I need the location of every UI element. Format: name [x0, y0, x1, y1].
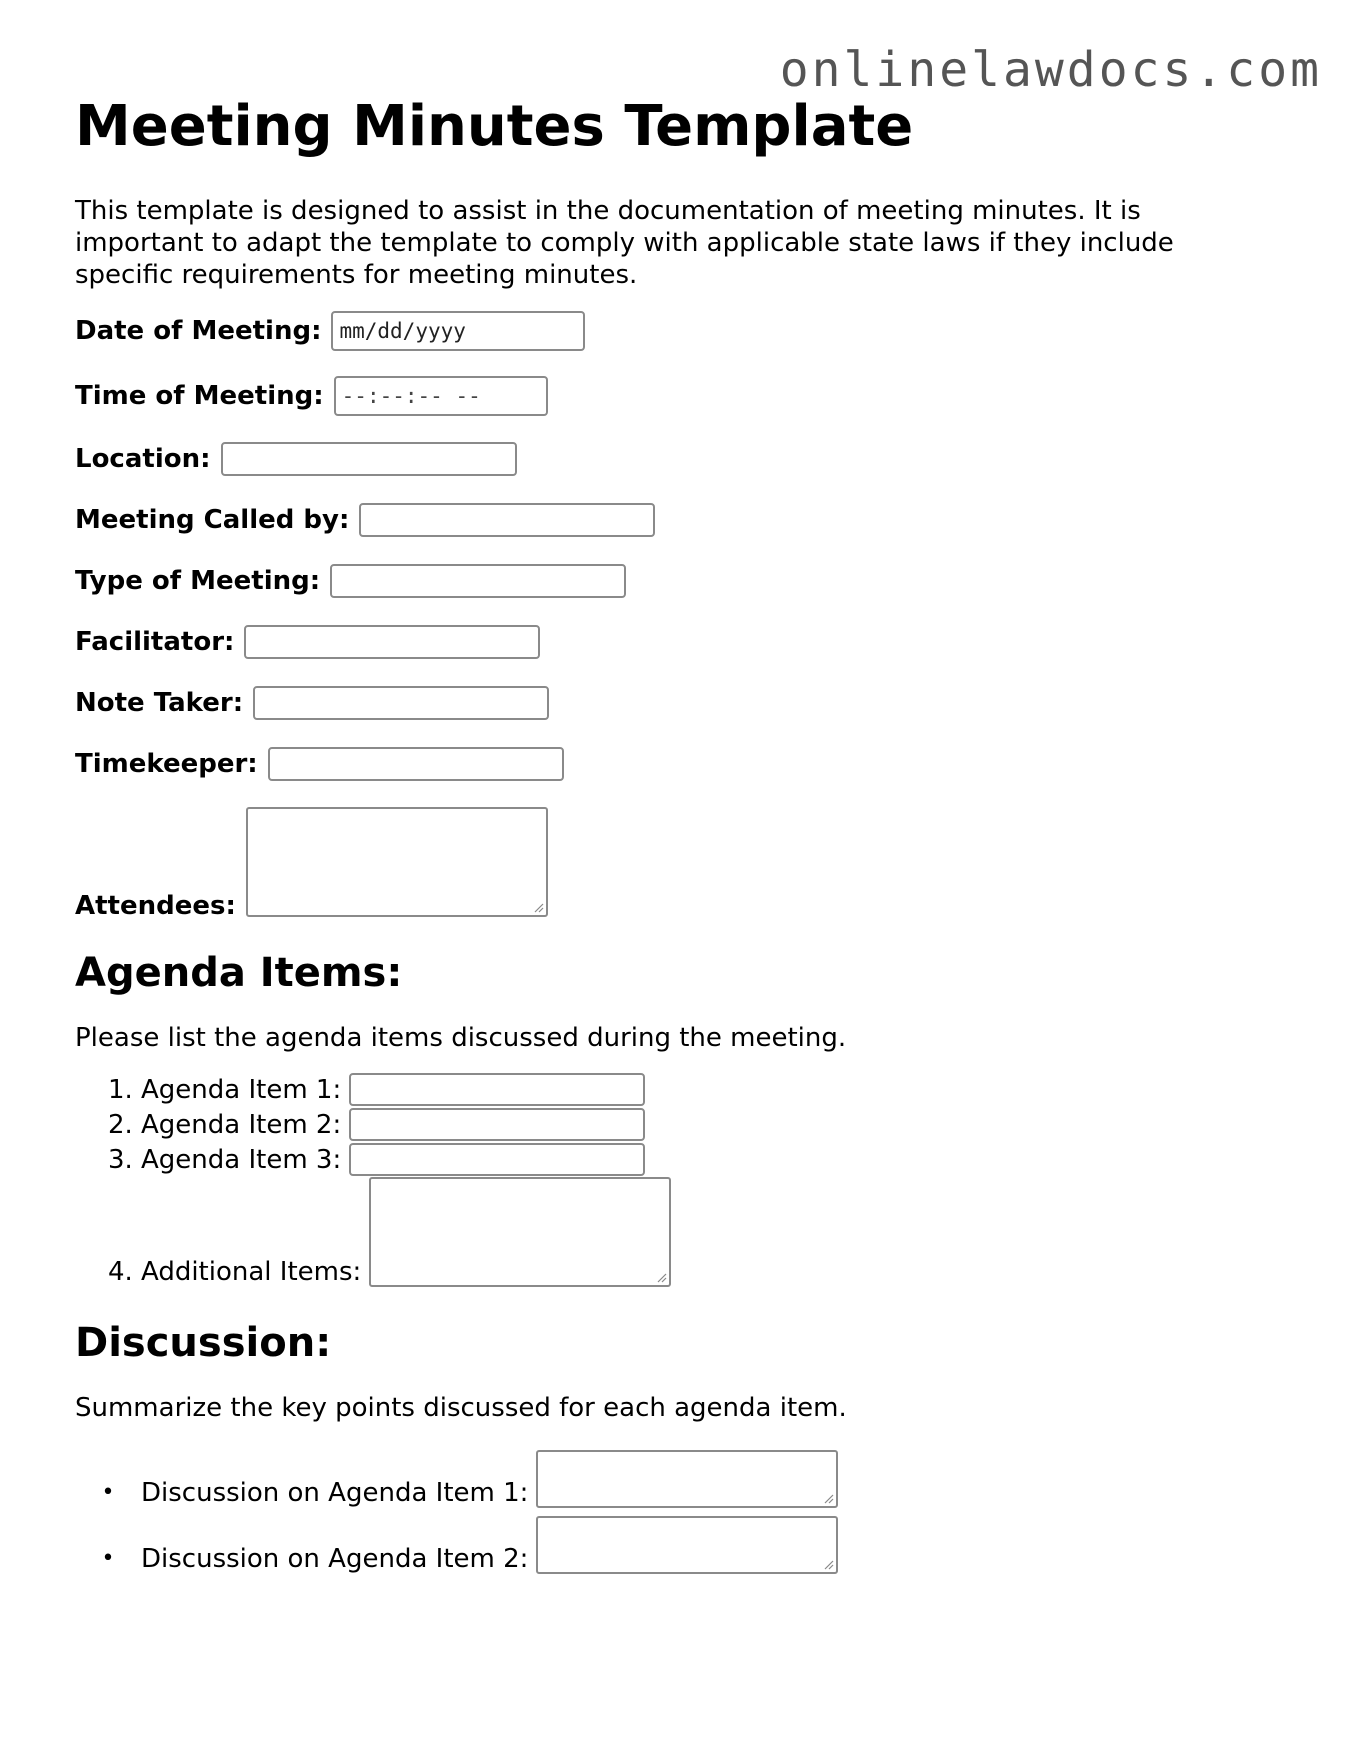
resize-grip-icon[interactable] — [655, 1271, 667, 1283]
note-taker-input[interactable] — [253, 686, 549, 720]
agenda-item-label: Agenda Item 2: — [141, 1109, 342, 1140]
type-field-row — [75, 564, 1305, 598]
agenda-item-label: Agenda Item 1: — [141, 1074, 342, 1105]
agenda-item-1 — [75, 1072, 1305, 1107]
location-label: Location: — [75, 444, 211, 474]
discussion-instruction: Summarize the key points discussed for each agenda item. — [75, 1393, 847, 1423]
discussion-item-label: Discussion on Agenda Item 2: — [141, 1544, 529, 1574]
time-field-row — [75, 376, 1305, 416]
additional-items-textarea[interactable] — [369, 1177, 671, 1287]
agenda-item-3 — [75, 1142, 1305, 1177]
attendees-label: Attendees: — [75, 891, 236, 921]
timekeeper-field-row — [75, 747, 1305, 781]
agenda-item-1-input[interactable] — [349, 1073, 645, 1106]
agenda-item-2 — [75, 1107, 1305, 1142]
location-field-row — [75, 442, 1305, 476]
agenda-list — [75, 1072, 1305, 1287]
site-watermark: onlinelawdocs.com — [779, 42, 1322, 98]
agenda-item-3-input[interactable] — [349, 1143, 645, 1176]
called-by-field-row — [75, 503, 1305, 537]
agenda-heading: Agenda Items: — [75, 950, 403, 996]
attendees-field-row — [75, 807, 1305, 921]
discussion-item-2 — [75, 1516, 1305, 1574]
timekeeper-input[interactable] — [268, 747, 564, 781]
facilitator-field-row — [75, 625, 1305, 659]
resize-grip-icon[interactable] — [822, 1558, 834, 1570]
agenda-instruction: Please list the agenda items discussed during the meeting. — [75, 1023, 847, 1053]
location-input[interactable] — [221, 442, 517, 476]
agenda-item-label: Agenda Item 3: — [141, 1144, 342, 1175]
facilitator-input[interactable] — [244, 625, 540, 659]
discussion-list — [75, 1450, 1305, 1574]
list-number: 3. — [108, 1144, 133, 1175]
agenda-item-2-input[interactable] — [349, 1108, 645, 1141]
list-number: 1. — [108, 1074, 133, 1105]
agenda-item-additional — [75, 1177, 1305, 1287]
discussion-item-2-textarea[interactable] — [536, 1516, 838, 1574]
type-label: Type of Meeting: — [75, 566, 321, 596]
page-title: Meeting Minutes Template — [75, 94, 914, 159]
time-label: Time of Meeting: — [75, 381, 324, 411]
resize-grip-icon[interactable] — [822, 1492, 834, 1504]
called-by-input[interactable] — [359, 503, 655, 537]
list-number: 2. — [108, 1109, 133, 1140]
intro-text: This template is designed to assist in the documentation of meeting minutes. It is important to adapt the template to comply with applicable state laws if they include specific requirements for meeting minutes. — [75, 196, 1174, 290]
resize-grip-icon[interactable] — [532, 901, 544, 913]
bullet: • — [101, 1546, 115, 1571]
timekeeper-label: Timekeeper: — [75, 749, 258, 779]
discussion-item-1 — [75, 1450, 1305, 1508]
time-input[interactable]: --:--:-- -- — [334, 376, 548, 416]
discussion-item-1-textarea[interactable] — [536, 1450, 838, 1508]
list-number: 4. — [108, 1257, 133, 1287]
bullet: • — [101, 1480, 115, 1505]
date-label: Date of Meeting: — [75, 316, 322, 346]
note-taker-field-row — [75, 686, 1305, 720]
type-input[interactable] — [330, 564, 626, 598]
discussion-heading: Discussion: — [75, 1320, 332, 1366]
note-taker-label: Note Taker: — [75, 688, 244, 718]
discussion-item-label: Discussion on Agenda Item 1: — [141, 1478, 529, 1508]
date-input[interactable]: mm/dd/yyyy — [331, 311, 585, 351]
attendees-textarea[interactable] — [246, 807, 548, 917]
date-field-row — [75, 311, 1305, 351]
form-content — [75, 95, 1305, 1574]
facilitator-label: Facilitator: — [75, 627, 235, 657]
called-by-label: Meeting Called by: — [75, 505, 350, 535]
agenda-item-label: Additional Items: — [141, 1257, 362, 1287]
